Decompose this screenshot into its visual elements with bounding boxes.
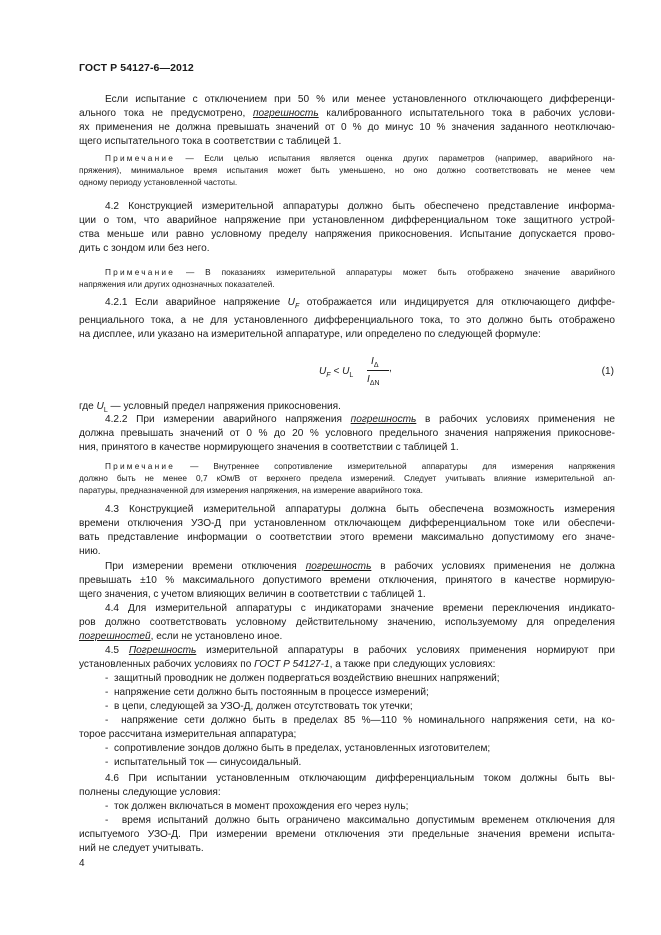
text-line: где $U_L$ — условный предел напряжения прикосновения.: [79, 401, 341, 415]
list-item: - напряжение сети должно быть в пределах 85 %—110 % номинального напряжения сети, на ко-: [105, 715, 615, 727]
underlined-term: погрешностей: [79, 631, 151, 643]
note-2: [79, 266, 615, 290]
section-4-2-1: [79, 296, 615, 342]
note-3: [79, 460, 615, 496]
section-4-4: [79, 602, 615, 644]
text-line: торое рассчитана измерительная аппаратура;: [79, 729, 297, 740]
text-line: щего значения, с учетом влияющих величин в соответствии с таблицей 1.: [79, 589, 426, 601]
text-line: времени отключения УЗО-Д при установленном отключающем дифференциальном токе или обеспечи-: [79, 518, 615, 530]
note-line: паратуры, предназначенной для измерения напряжения, на измерение аварийного тока.: [79, 485, 423, 496]
text-line: При измерении времени отключения погрешность в рабочих условиях применения не должна: [105, 561, 615, 572]
note-line: Примечание — В показаниях измерительной аппаратуры может быть отображено значение аварийного: [105, 267, 615, 277]
formula-comma: ,: [389, 363, 392, 374]
formula-denominator: $I_{\Delta N}$: [367, 374, 380, 388]
formula-1: [319, 356, 439, 396]
bullet-list-4-6: [105, 800, 615, 828]
text-line: щего испытательного тока в соответствии с таблицей 1.: [79, 136, 342, 148]
note-line: Примечание — Если целью испытания является оценка других параметров (например, аварийного на-: [105, 153, 615, 163]
bullet-continuation: [79, 728, 615, 742]
list-item: - ток должен включаться в момент прохождения его через нуль;: [105, 801, 409, 812]
text-line: Если испытание с отключением при 50 % или менее установленного отключающего дифференци-: [105, 94, 615, 105]
note-line: должно быть не менее 0,7 кОм/В от верхнего предела измерений. Следует учитывать влияние измерительной ап-: [79, 473, 615, 484]
text-line: ции о том, что аварийное напряжение при установленном дифференциальном токе защитного устрой-: [79, 215, 615, 227]
bullet-continuation-4-6: [79, 828, 615, 856]
section-4-6: [79, 772, 615, 800]
text-line: 4.2 Конструкцией измерительной аппаратуры должно быть обеспечено представление информа-: [105, 201, 615, 212]
underlined-term: погрешность: [305, 561, 372, 572]
text-line: должна превышать значений от 0 % до 20 % условного предельного значения напряжения прикоснове-: [79, 428, 615, 440]
text-line: установленных рабочих условиях по ГОСТ Р 54127-1, а также при следующих условиях:: [79, 659, 496, 671]
note-line: пряжения), минимальное время испытания может быть уменьшено, но оно должно соответствовать не менее чем: [79, 165, 615, 176]
text-line: 4.6 При испытании установленным отключающим дифференциальным током должны быть вы-: [105, 773, 615, 784]
formula-numerator: $I_\Delta$: [371, 356, 379, 370]
text-line: 4.4 Для измерительной аппаратуры с индикаторами значение времени переключения индикато-: [105, 603, 615, 614]
note-line: Примечание — Внутреннее сопротивление измерительной аппаратуры для измерения напряжения: [105, 461, 615, 471]
list-item: - время испытаний должно быть ограничено максимально допустимым временем отключения для: [105, 815, 615, 827]
text-line: погрешностей, если не установлено иное.: [79, 631, 283, 643]
text-line: 4.3 Конструкцией измерительной аппаратуры должна быть обеспечена возможность измерения: [105, 504, 615, 515]
section-4-3: [79, 503, 615, 559]
list-item: - напряжение сети должно быть постоянным в процессе измерений;: [105, 687, 429, 699]
text-line: ства меньше или равно условному пределу напряжения прикосновения. Испытание допускается прово-: [79, 229, 615, 241]
text-line: 4.2.2 При измерении аварийного напряжения погрешность в рабочих условиях применения не: [105, 414, 615, 425]
note-1: [79, 152, 615, 188]
text-line: превышать ±10 % максимального допустимого времени отключения, принятого в качестве нормирую-: [79, 575, 615, 587]
fraction-bar: [367, 370, 389, 371]
section-4-3-error: [79, 560, 615, 602]
text-line: дить с зондом или без него.: [79, 243, 210, 255]
formula-number: (1): [601, 366, 614, 377]
note-line: напряжения или других однозначных показателей.: [79, 279, 275, 290]
bullet-list-4-5-b: [105, 742, 615, 770]
underlined-term: погрешность: [350, 414, 417, 425]
document-header: ГОСТ Р 54127-6—2012: [79, 62, 194, 74]
underlined-term: Погрешность: [128, 645, 197, 656]
text-line: ния, принятого в качестве нормирующего значения в соответствии с таблицей 1.: [79, 442, 459, 454]
paragraph-test-50: [79, 93, 615, 149]
text-line: ний не следует учитывать.: [79, 843, 204, 855]
list-item: - в цепи, следующей за УЗО-Д, должен отсутствовать ток утечки;: [105, 701, 413, 713]
bullet-list-4-5: [105, 672, 615, 728]
section-4-5: [79, 644, 615, 672]
text-line: ров должно соответствовать условному действительному значению, используемому для определения: [79, 617, 615, 629]
text-line: ального тока не предусмотрено, погрешность калиброванного испытательного тока в рабочих услови-: [79, 108, 615, 120]
text-line: вать представление информации о соответствии этого времени максимально допустимому его значе-: [79, 532, 615, 544]
text-line: испытуемого УЗО-Д. При измерении времени отключения эти предельные значения времени испыта-: [79, 829, 615, 840]
underlined-term: погрешность: [252, 108, 319, 120]
text-line: ях применения не должна превышать значений от 0 % до минус 10 % значения заданного неотключаю-: [79, 122, 615, 134]
text-line: ренциального тока, а не для установленного дифференциального тока, то это должно быть отображено: [79, 315, 615, 327]
text-line: 4.2.1 Если аварийное напряжение $U_F$ отображается или индицируется для отключающего диффе-: [105, 297, 615, 311]
page-number: 4: [79, 858, 85, 869]
section-4-2-2: [79, 413, 615, 455]
list-item: - испытательный ток — синусоидальный.: [105, 757, 302, 769]
note-line: одному периоду установленной частоты.: [79, 177, 238, 188]
list-item: - защитный проводник не должен подвергаться воздействию внешних напряжений;: [105, 673, 500, 684]
section-4-2: [79, 200, 615, 256]
formula-lhs: $U_F < U_L$: [319, 366, 354, 380]
text-line: 4.5 Погрешность измерительной аппаратуры в рабочих условиях применения нормируют при: [105, 645, 615, 656]
text-line: полнены следующие условия:: [79, 787, 221, 799]
text-line: нию.: [79, 546, 101, 558]
text-line: на дисплее, или указано на измерительной аппаратуре, или определено по следующей формуле:: [79, 329, 541, 341]
list-item: - сопротивление зондов должно быть в пределах, установленных изготовителем;: [105, 743, 491, 754]
